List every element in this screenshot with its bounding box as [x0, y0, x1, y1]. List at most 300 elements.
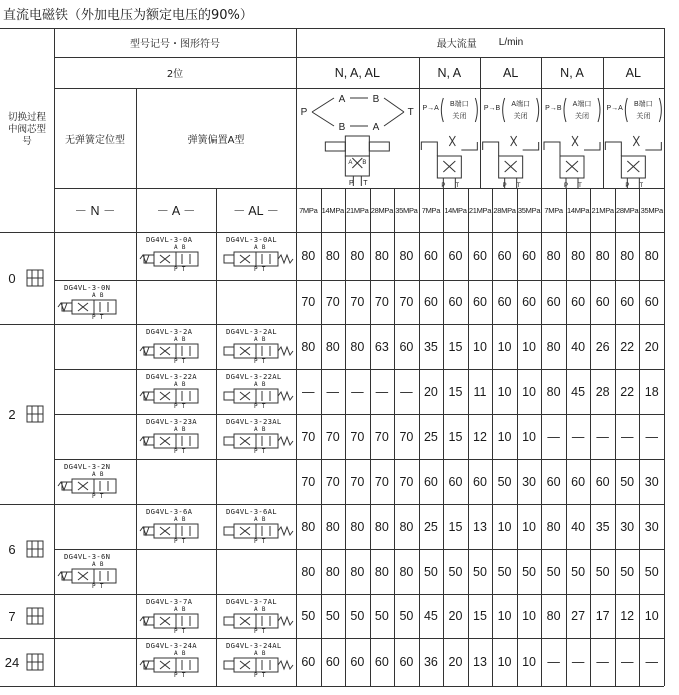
flow-group-group4: N, A [560, 65, 584, 80]
flow-value: 10 [522, 519, 537, 534]
closed-label: 关闭 [636, 113, 651, 120]
model-n-cell [54, 549, 136, 594]
flow-value: 50 [301, 609, 316, 623]
flow-value: 50 [497, 564, 512, 579]
flow-value: 35 [595, 519, 610, 534]
port-pt-label: P T [174, 538, 186, 545]
flow-value: 26 [595, 339, 610, 354]
flow-value: 20 [644, 339, 659, 354]
flow-value: 22 [620, 384, 635, 399]
flow-value: — [571, 429, 585, 444]
flow-value: 35 [423, 339, 438, 354]
port-pt-label: P T [254, 538, 266, 545]
pressure-label: 14MPa [321, 205, 344, 215]
closed-label: 关闭 [513, 113, 528, 120]
flow-value: 70 [301, 429, 316, 444]
port-p: P [563, 183, 569, 188]
flow-value: 50 [374, 609, 389, 623]
flow-value: 60 [620, 295, 635, 309]
flow-value: 80 [325, 249, 340, 263]
model-code: DG4VL-3-22A [146, 372, 197, 381]
flow-value: 50 [350, 609, 365, 623]
model-al-cell [216, 369, 296, 414]
flow-value: 60 [399, 339, 414, 354]
flow-value: 45 [571, 384, 586, 399]
col-n-header: － N － [74, 204, 116, 218]
flow-value: 60 [448, 249, 463, 263]
port-pt-label: P T [254, 628, 266, 635]
port-t: T [363, 180, 368, 187]
flow-value: 80 [374, 249, 389, 263]
model-code: DG4VL-3-24AL [226, 641, 282, 650]
spool-number: 0 [8, 270, 16, 286]
flow-value: 80 [374, 564, 389, 579]
flow-value: 80 [374, 519, 389, 534]
valve-body [345, 136, 369, 156]
model-a-cell [136, 594, 216, 638]
flow-value: 60 [546, 474, 561, 489]
flow-value: — [645, 429, 658, 444]
port-pt-label: P T [174, 266, 186, 273]
flow-value: 15 [473, 609, 487, 623]
page-title: 直流电磁铁（外加电压为额定电压的90%） [3, 8, 253, 23]
port-p: P [441, 183, 446, 188]
pressure-label: 28MPa [370, 205, 393, 215]
flow-value: 45 [423, 609, 438, 623]
flow-arrows [312, 98, 404, 126]
flow-value: 80 [325, 519, 340, 534]
flow-value: 50 [620, 474, 635, 489]
spool-type-header: 切换过程中阀芯型号 [7, 112, 46, 147]
port-label-p: P [300, 107, 308, 118]
model-code: DG4VL-3-0AL [226, 235, 277, 244]
port-label-b: B [372, 94, 380, 105]
flow-value: 50 [325, 609, 340, 623]
port-t: T [455, 183, 460, 188]
max-flow-header [296, 28, 664, 57]
pressure-label: 35MPa [640, 205, 663, 215]
flow-value: — [302, 384, 315, 399]
model-a-cell [136, 638, 216, 686]
flow-value: 80 [301, 519, 316, 534]
port-ab-label: A B [92, 561, 104, 568]
port-ab-label: A B [254, 606, 266, 613]
spool-number: 2 [8, 406, 16, 422]
flow-value: 17 [595, 609, 610, 623]
flow-value: 50 [546, 564, 561, 579]
model-code: DG4VL-3-7A [146, 597, 193, 606]
flow-value: 80 [546, 339, 561, 354]
flow-value: 80 [350, 519, 365, 534]
port-pt-label: P T [92, 493, 104, 500]
port-ab-label: A B [254, 381, 266, 388]
model-al-cell [216, 594, 296, 638]
flow-value: 60 [301, 655, 316, 669]
port-blocked-label: A端口 [511, 101, 531, 108]
port-pt-label: P T [254, 403, 266, 410]
flow-value: 50 [399, 609, 414, 623]
flow-value: 80 [325, 339, 340, 354]
solenoid-left [325, 142, 345, 151]
flow-value: 50 [595, 564, 610, 579]
model-code: DG4VL-3-0A [146, 235, 193, 244]
flow-value: 60 [571, 474, 586, 489]
mini-valve-lines [544, 136, 600, 188]
flow-value: — [547, 655, 560, 669]
port-pt-label: P T [254, 448, 266, 455]
mini-valve-lines [421, 136, 477, 188]
unit-label: L/min [498, 37, 524, 48]
flow-value: 10 [497, 655, 512, 669]
flow-value: 80 [644, 249, 659, 263]
port-ab-label: A B [92, 471, 104, 478]
flow-value: 70 [350, 429, 365, 444]
model-a-cell [136, 504, 216, 549]
port-p: P [502, 183, 507, 188]
max-flow-label: 最大流量 [436, 39, 477, 50]
flow-value: 15 [448, 384, 463, 399]
port-pt-label: P T [254, 266, 266, 273]
pressure-label: 21MPa [468, 205, 492, 215]
flow-value: 80 [399, 564, 414, 579]
flow-value: 80 [399, 519, 414, 534]
model-code: DG4VL-3-6A [146, 507, 193, 516]
model-n-cell [54, 280, 136, 324]
flow-value: 70 [399, 429, 414, 444]
pressure-label: 28MPa [493, 205, 516, 215]
pressure-label: 14MPa [444, 205, 467, 215]
flow-value: 27 [571, 609, 586, 623]
flow-value: — [596, 429, 609, 444]
flow-group-group5: AL [625, 65, 641, 80]
flow-value: 18 [644, 384, 659, 399]
flow-value: 70 [350, 474, 365, 489]
port-ab-label: A B [254, 516, 266, 523]
model-al-cell [216, 638, 296, 686]
flow-value: 80 [546, 384, 561, 399]
flow-value: 50 [497, 474, 512, 489]
flow-value: 80 [350, 564, 365, 579]
port-blocked-label: A端口 [572, 101, 592, 108]
flow-value: 60 [571, 295, 586, 309]
flow-value: 30 [644, 474, 659, 489]
col-al-header: － AL － [232, 204, 280, 218]
flow-value: 60 [497, 249, 512, 263]
flow-value: 80 [546, 519, 561, 534]
flow-value: — [547, 429, 560, 444]
flow-value: 30 [644, 519, 659, 534]
valve-body-lower [345, 156, 369, 176]
port-label-b2: B [338, 122, 346, 133]
port-pt-label: P T [174, 358, 186, 365]
flow-value: 80 [546, 249, 561, 263]
flow-group-group3: AL [503, 65, 519, 80]
spool-symbol-icon [24, 649, 46, 675]
flow-value: 70 [301, 295, 316, 309]
port-p: P [348, 180, 354, 187]
model-a-cell [136, 414, 216, 459]
port-ab-label: A B [174, 516, 186, 523]
flow-value: 60 [325, 655, 340, 669]
flow-value: 30 [620, 519, 635, 534]
flow-value: 60 [595, 474, 610, 489]
flow-value: — [620, 429, 634, 444]
flow-value: 60 [546, 295, 561, 309]
spool-symbol-icon [24, 401, 46, 427]
flow-path-diagrams [296, 88, 664, 188]
port-label-t: T [407, 107, 414, 118]
flow-value: 80 [571, 249, 586, 263]
flow-value: 60 [423, 249, 438, 263]
pressure-label: 14MPa [566, 205, 590, 215]
model-code: DG4VL-3-23A [146, 417, 197, 426]
mini-valve-lines [483, 136, 539, 188]
port-ab-label: A B [254, 650, 266, 657]
port-pt-label: P T [254, 358, 266, 365]
flow-value: 60 [644, 295, 659, 309]
port-ab-label: A B [174, 244, 186, 251]
flow-value: 25 [423, 429, 438, 444]
flow-value: 60 [399, 655, 414, 669]
flow-value: 70 [325, 429, 340, 444]
flow-value: 80 [399, 249, 414, 263]
model-a-cell [136, 232, 216, 280]
flow-value: 60 [423, 474, 438, 489]
flow-value: 50 [620, 564, 635, 579]
model-code: DG4VL-3-2N [64, 462, 111, 471]
flow-value: 15 [448, 519, 463, 534]
model-code: DG4VL-3-6N [64, 552, 111, 561]
flow-value: 70 [325, 474, 340, 489]
flow-value: 50 [473, 564, 487, 579]
model-code: DG4VL-3-6AL [226, 507, 277, 516]
port-ab-label: A B [92, 292, 104, 299]
flow-value: 10 [497, 519, 512, 534]
flow-value: — [400, 384, 413, 399]
flow-value: 15 [448, 339, 463, 354]
flow-value: 10 [473, 339, 487, 354]
flow-value: 10 [522, 339, 537, 354]
flow-value: 63 [374, 339, 389, 354]
flow-value: 60 [522, 295, 537, 309]
port-ab-label: A B [254, 244, 266, 251]
mini-valve-lines [605, 136, 661, 188]
port-t: T [578, 183, 582, 188]
two-position-header: 2位 [166, 69, 184, 80]
port-t: T [516, 183, 521, 188]
port-pt-label: P T [174, 403, 186, 410]
pressure-label: 7MPa [421, 205, 441, 215]
flow-value: 30 [522, 474, 537, 489]
flow-value: 10 [497, 384, 512, 399]
flow-dir-label: P→B [483, 105, 501, 112]
flow-value: — [351, 384, 364, 399]
spool-symbol-icon [24, 603, 46, 629]
flow-value: 40 [571, 339, 586, 354]
solenoid-right [369, 142, 389, 151]
port-ab-label: A B [174, 426, 186, 433]
port-ab-label: A B [174, 650, 186, 657]
model-al-cell [216, 504, 296, 549]
flow-value: 12 [620, 609, 635, 623]
flow-value: 10 [497, 339, 512, 354]
flow-value: 70 [374, 429, 389, 444]
model-code: DG4VL-3-2A [146, 327, 193, 336]
flow-value: 25 [423, 519, 438, 534]
port-pt-label: P T [92, 314, 104, 321]
flow-value: 20 [448, 609, 463, 623]
flow-value: 80 [301, 339, 316, 354]
model-n-cell [54, 459, 136, 504]
flow-value: 50 [423, 564, 438, 579]
port-label-a: A [338, 94, 346, 105]
flow-value: 80 [595, 249, 610, 263]
header-line-left [54, 188, 296, 189]
model-a-cell [136, 369, 216, 414]
col-a-header: － A － [156, 204, 196, 218]
port-p: P [625, 183, 630, 188]
port-pt-label: P T [174, 448, 186, 455]
flow-value: 22 [620, 339, 635, 354]
flow-value: — [596, 655, 609, 669]
flow-group-group1: N, A, AL [334, 65, 380, 80]
flow-value: 80 [350, 249, 365, 263]
port-a: A [348, 160, 353, 166]
flow-value: 80 [620, 249, 635, 263]
flow-value: 50 [448, 564, 463, 579]
flow-value: — [326, 384, 340, 399]
spool-symbol-icon [24, 536, 46, 562]
col-line-right [664, 28, 665, 686]
model-code: DG4VL-3-2AL [226, 327, 277, 336]
flow-value: 20 [448, 655, 463, 669]
pressure-label: 21MPa [346, 205, 369, 215]
port-pt-label: P T [174, 628, 186, 635]
flow-value: 36 [423, 655, 438, 669]
flow-value: 70 [374, 295, 389, 309]
model-al-cell [216, 232, 296, 280]
port-t: T [639, 183, 644, 188]
port-b: B [362, 160, 367, 166]
flow-dir-label: P→A [606, 105, 623, 112]
pressure-label: 21MPa [591, 205, 614, 215]
flow-value: 70 [301, 474, 316, 489]
flow-value: 80 [350, 339, 365, 354]
flow-value: 10 [497, 429, 512, 444]
flow-value: — [571, 655, 585, 669]
model-code: DG4VL-3-22AL [226, 372, 282, 381]
flow-value: 70 [350, 295, 365, 309]
flow-value: 80 [325, 564, 340, 579]
flow-value: — [645, 655, 658, 669]
port-ab-label: A B [254, 426, 266, 433]
spool-number: 7 [8, 608, 16, 624]
pressure-label: 7MPa [299, 205, 318, 215]
pressure-label: 35MPa [395, 205, 418, 215]
flow-value: 10 [497, 609, 512, 623]
flow-value: 50 [571, 564, 586, 579]
port-blocked-label: B端口 [633, 101, 653, 108]
port-ab-label: A B [174, 606, 186, 613]
model-al-cell [216, 324, 296, 369]
flow-value: 50 [522, 564, 537, 579]
flow-value: 60 [473, 295, 487, 309]
flow-value: 70 [399, 295, 414, 309]
flow-value: 10 [522, 429, 537, 444]
flow-dir-label: P→A [422, 105, 439, 112]
closed-label: 关闭 [575, 113, 589, 120]
flow-value: 60 [473, 474, 487, 489]
valve-x [352, 158, 362, 186]
flow-value: 70 [374, 474, 389, 489]
port-blocked-label: B端口 [449, 101, 469, 108]
port-ab-label: A B [174, 381, 186, 388]
flow-value: 10 [644, 609, 659, 623]
flow-value: 70 [325, 295, 340, 309]
flow-value: 15 [448, 429, 463, 444]
port-pt-label: P T [174, 672, 186, 679]
flow-value: 50 [644, 564, 659, 579]
flow-value: 60 [448, 474, 463, 489]
model-code: DG4VL-3-24A [146, 641, 197, 650]
pressure-label: 35MPa [517, 205, 541, 215]
flow-value: — [620, 655, 634, 669]
flow-value: 80 [301, 564, 316, 579]
port-pt-label: P T [92, 583, 104, 590]
flow-value: 60 [350, 655, 365, 669]
spool-number: 24 [4, 654, 20, 670]
flow-value: 60 [448, 295, 463, 309]
model-code: DG4VL-3-7AL [226, 597, 277, 606]
model-code: DG4VL-3-0N [64, 283, 111, 292]
flow-value: 20 [423, 384, 438, 399]
flow-value: 12 [473, 429, 487, 444]
flow-value: 10 [522, 655, 537, 669]
flow-value: — [375, 384, 389, 399]
port-ab-label: A B [254, 336, 266, 343]
flow-value: 60 [595, 295, 610, 309]
table-bottom-border [0, 686, 664, 687]
pressure-label: 7MPa [544, 205, 563, 215]
spring-offset-header: 弹簧偏置A型 [187, 134, 245, 146]
flow-value: 80 [546, 609, 561, 623]
flow-value: 10 [522, 609, 537, 623]
flow-value: 60 [497, 295, 512, 309]
flow-value: 60 [473, 249, 487, 263]
flow-value: 13 [473, 655, 487, 669]
port-label-a2: A [372, 122, 380, 133]
flow-dir-label: P→B [545, 105, 562, 112]
flow-value: 80 [301, 249, 316, 263]
model-a-cell [136, 324, 216, 369]
flow-value: 13 [473, 519, 487, 534]
flow-value: 60 [423, 295, 438, 309]
flow-value: 11 [473, 384, 487, 399]
port-ab-label: A B [174, 336, 186, 343]
flow-value: 70 [399, 474, 414, 489]
model-symbol-header: 型号记号・图形符号 [130, 39, 220, 50]
model-code: DG4VL-3-23AL [226, 417, 282, 426]
spool-number: 6 [8, 541, 16, 557]
flow-group-group2: N, A [437, 65, 462, 80]
no-spring-header: 无弹簧定位型 [65, 134, 125, 146]
flow-value: 10 [522, 384, 537, 399]
pressure-label: 28MPa [616, 205, 639, 215]
flow-value: 28 [595, 384, 610, 399]
closed-label: 关闭 [452, 113, 467, 120]
flow-value: 40 [571, 519, 586, 534]
port-pt-label: P T [254, 672, 266, 679]
